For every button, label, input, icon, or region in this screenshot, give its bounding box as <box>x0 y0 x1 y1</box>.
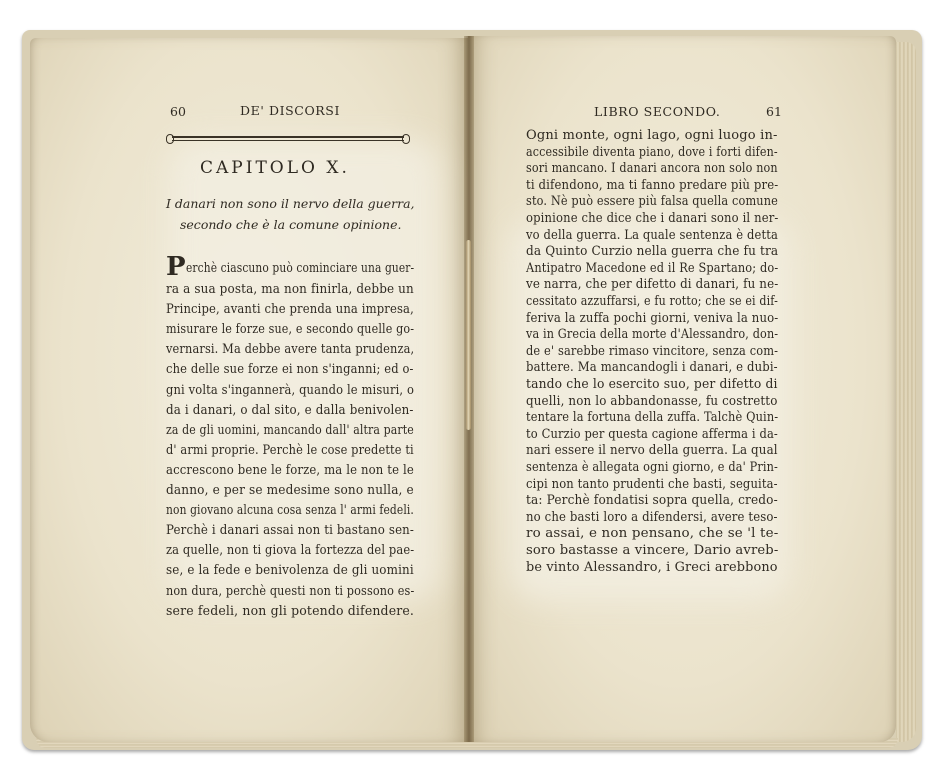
body-line: sentenza è allegata ogni giorno, e da' Prin- <box>526 460 778 475</box>
body-line: va in Grecia della morte d'Alessandro, don- <box>526 327 779 343</box>
body-line: ve narra, che per difetto di danari, fu ne- <box>526 277 779 293</box>
body-line: de e' sarebbe rimaso vincitore, senza com- <box>526 343 779 359</box>
body-line: tentare la fortuna della zuffa. Talchè Quin- <box>526 410 779 426</box>
body-line: feriva la zuffa pochi giorni, veniva la nuo- <box>526 310 779 326</box>
body-line: che delle sue forze ei non s'inganni; ed o- <box>166 362 414 378</box>
body-line: d' armi proprie. Perchè le cose predette ti <box>166 442 414 458</box>
body-line: opinione che dice che i danari sono il ner- <box>526 211 779 226</box>
chapter-subtitle-line-2: secondo che è la comune opinione. <box>180 217 402 232</box>
body-line: tando che lo esercito suo, per difetto di <box>526 377 778 392</box>
body-line: battere. Ma mancandogli i danari, e dubi- <box>526 360 778 376</box>
body-line-first: erchè ciascuno può cominciare una guer- <box>186 261 415 276</box>
body-line: vernarsi. Ma debbe avere tanta prudenza, <box>166 342 415 358</box>
body-line: sori mancano. I danari ancora non solo non <box>526 161 778 177</box>
body-line: misurare le forze sue, e secondo quelle go- <box>166 322 415 338</box>
drop-cap: P <box>166 252 186 282</box>
body-line: quelli, non lo abbandonasse, fu costretto <box>526 393 778 409</box>
ornamental-rule <box>166 134 410 142</box>
body-line: nari essere il nervo della guerra. La qual <box>526 443 778 459</box>
body-line: ta: Perchè fondatisi sopra quella, credo- <box>526 493 778 509</box>
running-head-right: LIBRO SECONDO. <box>594 104 721 119</box>
body-line: za quelle, non ti giova la fortezza del pae- <box>166 543 415 559</box>
body-line: non dura, perchè questi non ti possono es- <box>166 583 415 599</box>
body-line: se, e la fede e benivolenza de gli uomini <box>166 563 414 579</box>
chapter-subtitle-line-1: I danari non sono il nervo della guerra, <box>166 196 415 211</box>
page-edges-right <box>896 42 916 742</box>
body-line: sere fedeli, non gli potendo difendere. <box>166 603 415 619</box>
body-line: za de gli uomini, mancando dall' altra parte <box>166 422 414 438</box>
chapter-title: CAPITOLO X. <box>200 158 350 178</box>
body-line: Antipatro Macedone ed il Re Spartano; do- <box>526 260 779 276</box>
body-line: no che basti loro a difendersi, avere teso- <box>526 509 778 525</box>
body-line: danno, e per se medesime sono nulla, e <box>166 483 414 498</box>
body-line: non giovano alcuna cosa senza l' armi fedeli. <box>166 503 414 519</box>
body-line: ra a sua posta, ma non finirla, debbe un <box>166 282 414 297</box>
page-number-right: 61 <box>766 104 782 119</box>
body-line: accrescono bene le forze, ma le non te le <box>166 462 414 478</box>
body-line: gni volta s'ingannerà, quando le misuri, o <box>166 382 415 398</box>
body-line: Perchè i danari assai non ti bastano sen- <box>166 523 415 539</box>
body-line: to Curzio per questa cagione afferma i da- <box>526 426 778 442</box>
body-line: Principe, avanti che prenda una impresa, <box>166 302 414 318</box>
body-line: sto. Nè può essere più falsa quella comune <box>526 194 778 210</box>
body-line: ti difendono, ma ti fanno predare più pre- <box>526 177 779 193</box>
body-line: ro assai, e non pensano, che se 'l te- <box>526 526 779 542</box>
running-head-left: DE' DISCORSI <box>240 103 341 118</box>
body-line: cessitato azzuffarsi, e fu rotto; che se ei dif- <box>526 294 778 309</box>
page-number-left: 60 <box>170 104 186 119</box>
body-line: da Quinto Curzio nella guerra che fu tra <box>526 244 779 260</box>
body-line: da i danari, o dal sito, e dalla benivolen- <box>166 402 414 418</box>
body-line: be vinto Alessandro, i Greci arebbono <box>526 559 778 575</box>
body-line: accessibile diventa piano, dove i forti difen- <box>526 144 778 160</box>
body-line: vo della guerra. La quale sentenza è detta <box>526 227 779 243</box>
binding-thread <box>466 240 471 430</box>
body-line: Ogni monte, ogni lago, ogni luogo in- <box>526 128 778 143</box>
body-line: soro bastasse a vincere, Dario avreb- <box>526 543 779 558</box>
body-line: cipi non tanto prudenti che basti, seguita- <box>526 476 778 492</box>
